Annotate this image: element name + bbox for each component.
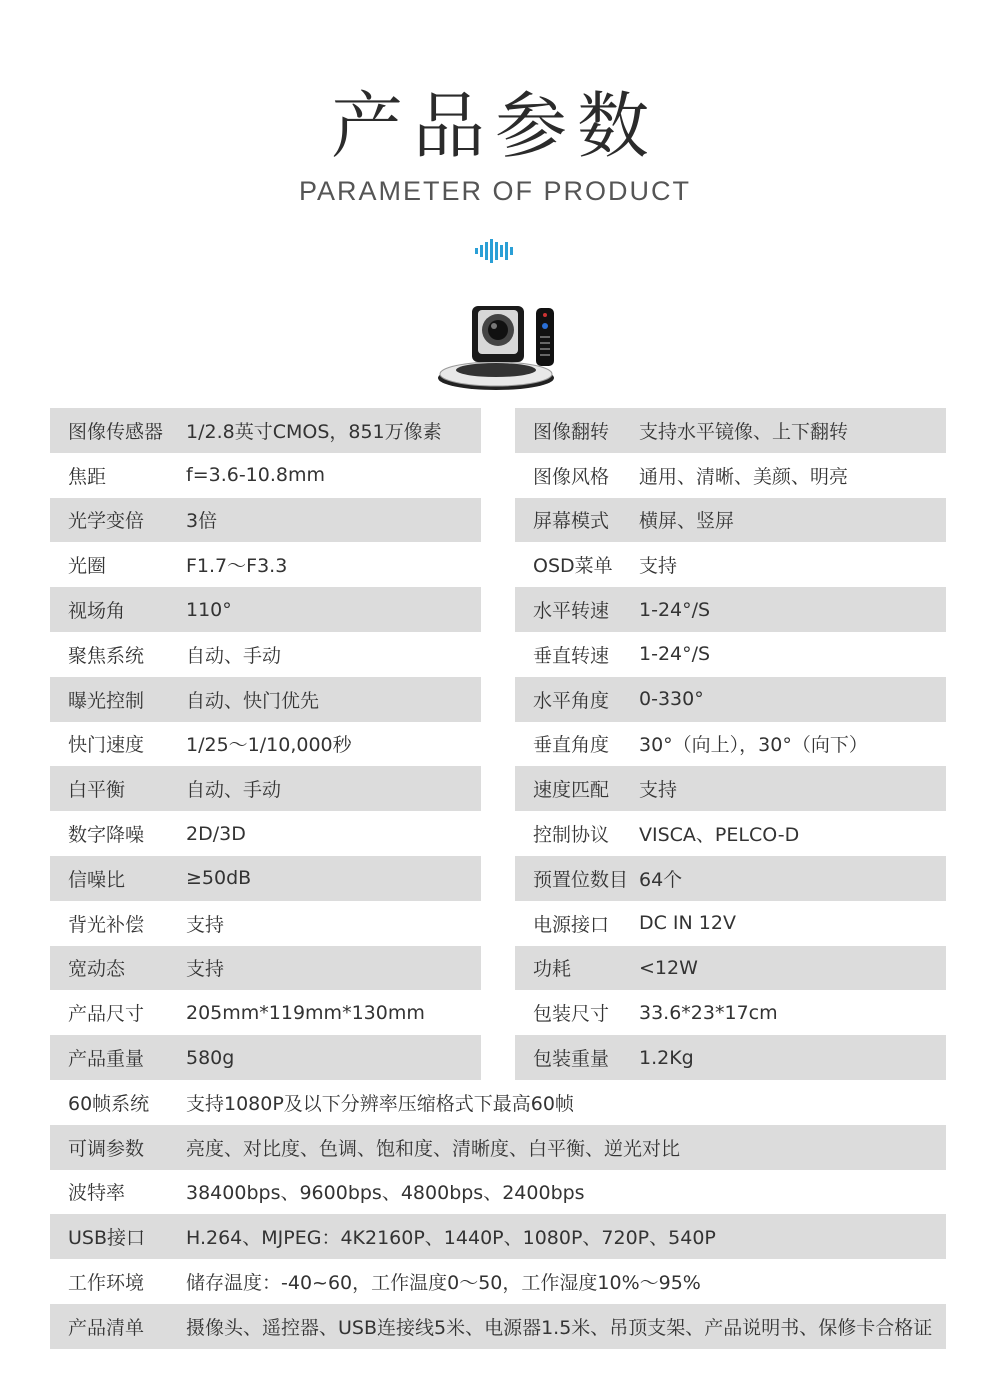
param-label: USB接口 [68, 1227, 146, 1250]
table-row [50, 766, 946, 811]
param-label: 水平转速 [533, 600, 610, 623]
param-value: 33.6*23*17cm [639, 1001, 778, 1024]
param-value: 摄像头、遥控器、USB连接线5米、电源器1.5米、吊顶支架、产品说明书、保修卡合格证 [186, 1316, 933, 1339]
param-value: 3倍 [186, 510, 218, 533]
right-cell [515, 498, 946, 543]
param-label: 可调参数 [68, 1137, 145, 1160]
table-row [50, 587, 946, 632]
table-row [50, 498, 946, 543]
param-value: 支持水平镜像、上下翻转 [639, 420, 849, 443]
sound-wave-icon [475, 238, 517, 264]
left-cell [50, 722, 481, 767]
table-row [50, 1214, 946, 1259]
param-value: 通用、清晰、美颜、明亮 [639, 465, 849, 488]
table-row [50, 453, 946, 498]
right-cell [515, 766, 946, 811]
table-row [50, 1035, 946, 1080]
param-value: 30°（向上），30°（向下） [639, 734, 868, 757]
param-label: 速度匹配 [533, 779, 610, 802]
param-value: 支持 [186, 958, 225, 981]
left-cell [50, 856, 481, 901]
param-label: 水平角度 [533, 689, 610, 712]
param-value: 自动、手动 [186, 644, 282, 667]
param-value: 110° [186, 598, 232, 621]
left-cell [50, 677, 481, 722]
table-row [50, 990, 946, 1035]
param-label: 光学变倍 [68, 510, 145, 533]
param-value: 支持 [186, 913, 225, 936]
table-row [50, 811, 946, 856]
param-value: 亮度、对比度、色调、饱和度、清晰度、白平衡、逆光对比 [186, 1137, 681, 1160]
left-cell [50, 453, 481, 498]
param-label: 图像风格 [533, 465, 610, 488]
param-label: 快门速度 [68, 734, 145, 757]
table-row [50, 1170, 946, 1215]
param-label: OSD菜单 [533, 555, 613, 578]
param-value: 0-330° [639, 688, 704, 711]
param-value: 205mm*119mm*130mm [186, 1001, 425, 1024]
left-cell [50, 1035, 481, 1080]
param-value: F1.7～F3.3 [186, 555, 288, 578]
left-cell [50, 587, 481, 632]
page-subtitle: PARAMETER OF PRODUCT [298, 176, 691, 206]
param-value: 自动、手动 [186, 779, 282, 802]
param-value: 1/2.8英寸CMOS，851万像素 [186, 420, 442, 443]
left-cell [50, 408, 481, 453]
param-label: 信噪比 [68, 868, 126, 891]
param-value: DC IN 12V [639, 912, 736, 935]
right-cell [515, 542, 946, 587]
param-value: 1.2Kg [639, 1046, 694, 1069]
param-label: 屏幕模式 [533, 510, 610, 533]
param-label: 白平衡 [68, 779, 126, 802]
table-row [50, 1304, 946, 1349]
table-row [50, 1080, 946, 1125]
right-cell [515, 587, 946, 632]
table-row [50, 677, 946, 722]
parameter-table [50, 408, 946, 1349]
param-label: 波特率 [68, 1182, 126, 1205]
param-value: 1/25～1/10,000秒 [186, 734, 352, 757]
param-label: 图像翻转 [533, 420, 610, 443]
param-label: 控制协议 [533, 824, 610, 847]
param-label: 产品清单 [68, 1316, 145, 1339]
table-row [50, 901, 946, 946]
table-row [50, 1125, 946, 1170]
param-label: 功耗 [533, 958, 572, 981]
param-value: 支持 [639, 779, 678, 802]
param-label: 60帧系统 [68, 1092, 150, 1115]
param-label: 曝光控制 [68, 689, 145, 712]
right-cell [515, 946, 946, 991]
table-row [50, 946, 946, 991]
param-label: 包装重量 [533, 1048, 610, 1071]
right-cell [515, 677, 946, 722]
camera-product-image [432, 298, 572, 394]
left-cell [50, 542, 481, 587]
left-cell [50, 498, 481, 543]
left-cell [50, 946, 481, 991]
left-cell [50, 990, 481, 1035]
param-label: 光圈 [68, 555, 107, 578]
param-label: 产品重量 [68, 1048, 145, 1071]
param-label: 宽动态 [68, 958, 126, 981]
param-label: 视场角 [68, 600, 126, 623]
param-value: 2D/3D [186, 822, 246, 845]
table-row [50, 722, 946, 767]
left-cell [50, 632, 481, 677]
param-value: 1-24°/S [639, 643, 711, 666]
right-cell [515, 901, 946, 946]
right-cell [515, 1035, 946, 1080]
param-label: 图像传感器 [68, 420, 164, 443]
param-value: H.264、MJPEG：4K2160P、1440P、1080P、720P、540P [186, 1227, 716, 1250]
param-value: 支持 [639, 555, 678, 578]
param-value: <12W [639, 956, 698, 979]
param-value: 1-24°/S [639, 598, 711, 621]
right-cell [515, 408, 946, 453]
param-label: 数字降噪 [68, 824, 145, 847]
right-cell [515, 811, 946, 856]
param-label: 背光补偿 [68, 913, 145, 936]
param-value: f=3.6-10.8mm [186, 464, 326, 487]
left-cell [50, 766, 481, 811]
left-cell [50, 811, 481, 856]
param-value: 38400bps、9600bps、4800bps、2400bps [186, 1182, 585, 1205]
table-row [50, 856, 946, 901]
table-row [50, 408, 946, 453]
param-label: 焦距 [68, 465, 107, 488]
left-cell [50, 901, 481, 946]
param-label: 产品尺寸 [68, 1003, 145, 1026]
param-value: 580g [186, 1046, 235, 1069]
right-cell [515, 722, 946, 767]
param-label: 电源接口 [533, 913, 610, 936]
param-value: 储存温度：-40~60，工作温度0～50，工作湿度10%～95% [186, 1272, 701, 1295]
table-row [50, 1259, 946, 1304]
param-label: 工作环境 [68, 1272, 145, 1295]
right-cell [515, 632, 946, 677]
param-label: 垂直转速 [533, 644, 610, 667]
param-label: 聚焦系统 [68, 644, 145, 667]
param-label: 垂直角度 [533, 734, 610, 757]
param-label: 预置位数目 [533, 868, 629, 891]
param-value: 支持1080P及以下分辨率压缩格式下最高60帧 [186, 1092, 574, 1115]
param-value: 横屏、竖屏 [639, 510, 735, 533]
right-cell [515, 856, 946, 901]
table-row [50, 632, 946, 677]
right-cell [515, 453, 946, 498]
param-value: 自动、快门优先 [186, 689, 320, 712]
right-cell [515, 990, 946, 1035]
param-value: 64个 [639, 868, 683, 891]
param-value: VISCA、PELCO-D [639, 824, 800, 847]
page-title: 产品参数 [330, 84, 659, 168]
table-row [50, 542, 946, 587]
param-value: ≥50dB [186, 867, 252, 890]
param-label: 包装尺寸 [533, 1003, 610, 1026]
